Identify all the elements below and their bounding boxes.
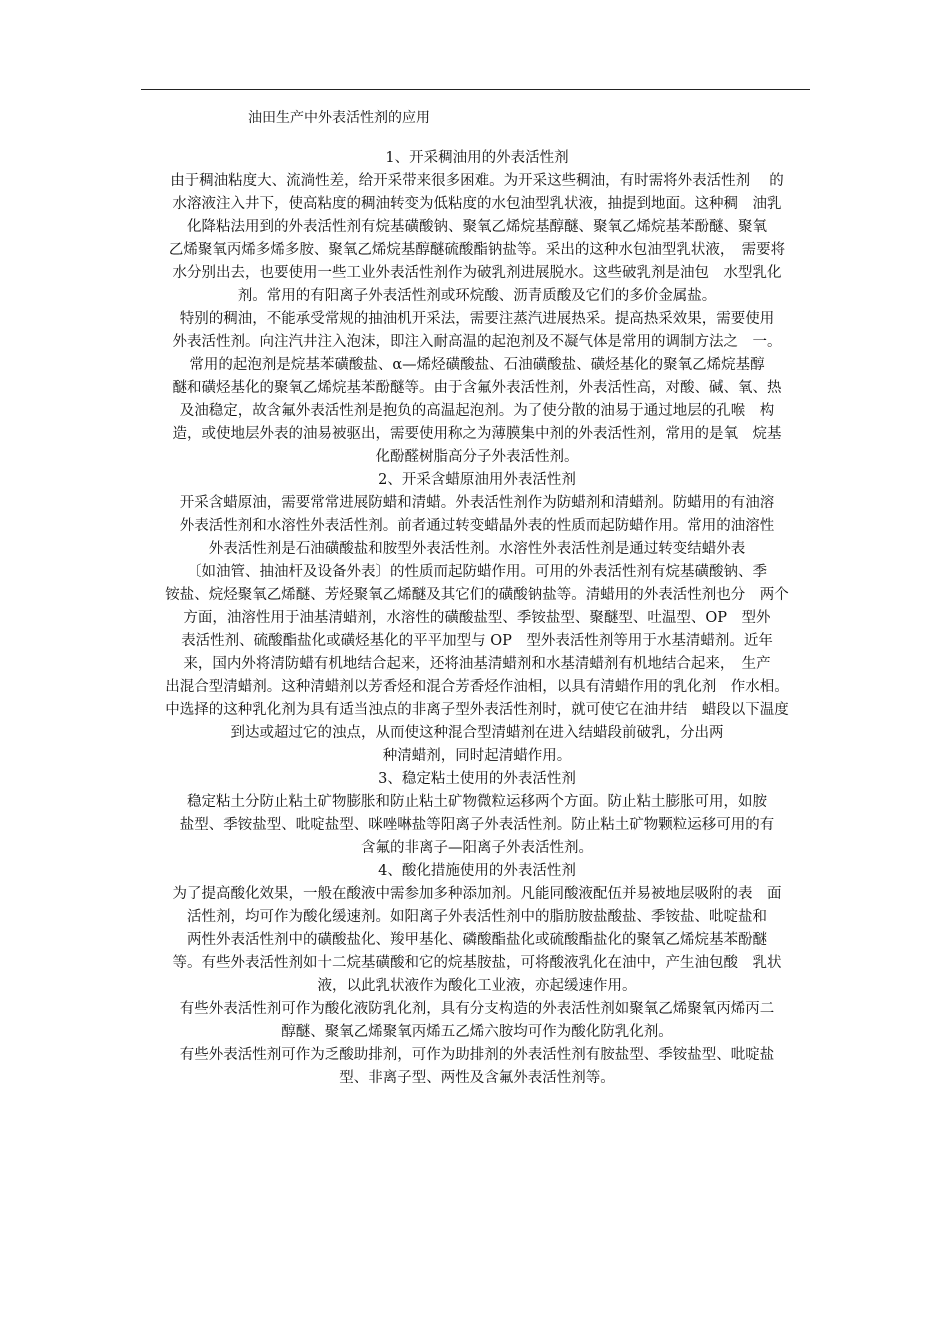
text-line: 造，或使地层外表的油易被驱出，需要使用称之为薄膜集中剂的外表活性剂，常用的是氧 烷基 [172,426,782,442]
text-line: 为了提高酸化效果，一般在酸液中需参加多种添加剂。凡能同酸液配伍并易被地层吸附的表 面 [172,886,782,902]
document-body [141,147,813,1090]
text-line: 种清蜡剂，同时起清蜡作用。 [382,748,572,764]
text-line: 有些外表活性剂可作为乏酸助排剂，可作为助排剂的外表活性剂有胺盐型、季铵盐型、吡啶盐 [179,1047,775,1063]
text-line: 化酚醛树脂高分子外表活性剂。 [375,449,579,465]
text-line: 表活性剂、硫酸酯盐化或磺烃基化的平平加型与 OP 型外表活性剂等用于水基清蜡剂。近年 [181,633,773,649]
text-line: 特别的稠油，不能承受常规的抽油机开采法，需要注蒸汽进展热采。提高热采效果，需要使用 [179,311,775,327]
text-line: 外表活性剂。向注汽井注入泡沫，即注入耐高温的起泡剂及不凝气体是常用的调制方法之 一。 [172,334,782,350]
section-heading: 3、稳定粘土使用的外表活性剂 [378,771,576,787]
text-line: 〔如油管、抽油杆及设备外表〕的性质而起防蜡作用。可用的外表活性剂有烷基磺酸钠、季 [187,564,767,580]
text-line: 型、非离子型、两性及含氟外表活性剂等。 [339,1070,615,1086]
text-line: 到达或超过它的浊点，从而使这种混合型清蜡剂在进入结蜡段前破乳，分出两 [230,725,724,741]
text-line: 水分别出去，也要使用一些工业外表活性剂作为破乳剂进展脱水。这些破乳剂是油包 水型乳化 [172,265,782,281]
section-body [141,492,813,768]
text-line: 中选择的这种乳化剂为具有适当浊点的非离子型外表活性剂时，就可使它在油井结 蜡段以下温度 [165,702,789,718]
text-line: 及油稳定，故含氟外表活性剂是抱负的高温起泡剂。为了使分散的油易于通过地层的孔喉 构 [179,403,775,419]
section-body [141,883,813,1090]
text-line: 化降粘法用到的外表活性剂有烷基磺酸钠、聚氧乙烯烷基醇醚、聚氧乙烯烷基苯酚醚、聚氧 [187,219,767,235]
text-line: 出混合型清蜡剂。这种清蜡剂以芳香烃和混合芳香烃作油相，以具有清蜡作用的乳化剂 作水相。 [165,679,789,695]
text-line: 醇醚、聚氧乙烯聚氧丙烯五乙烯六胺均可作为酸化防乳化剂。 [281,1024,673,1040]
document-title: 油田生产中外表活性剂的应用 [248,110,430,126]
text-line: 铵盐、烷烃聚氧乙烯醚、芳烃聚氧乙烯醚及其它们的磺酸钠盐等。清蜡用的外表活性剂也分 两个 [165,587,789,603]
text-line: 外表活性剂和水溶性外表活性剂。前者通过转变蜡晶外表的性质而起防蜡作用。常用的油溶性 [179,518,775,534]
text-line: 由于稠油粘度大、流淌性差，给开采带来很多困难。为开采这些稠油，有时需将外表活性剂 的 [170,173,784,189]
text-line: 醚和磺烃基化的聚氧乙烯烷基苯酚醚等。由于含氟外表活性剂，外表活性高，对酸、碱、氧、热 [172,380,782,396]
section-body [141,170,813,469]
text-line: 盐型、季铵盐型、吡啶盐型、咪唑啉盐等阳离子外表活性剂。防止粘土矿物颗粒运移可用的有 [179,817,775,833]
text-line: 液，以此乳状液作为酸化工业液，亦起缓速作用。 [317,978,637,994]
text-line: 两性外表活性剂中的磺酸盐化、羧甲基化、磷酸酯盐化或硫酸酯盐化的聚氧乙烯烷基苯酚醚 [187,932,767,948]
text-line: 含氟的非离子—阳离子外表活性剂。 [361,840,593,856]
text-line: 常用的起泡剂是烷基苯磺酸盐、α—烯烃磺酸盐、石油磺酸盐、磺烃基化的聚氧乙烯烷基醇 [189,357,765,373]
text-line: 来，国内外将清防蜡有机地结合起来，还将油基清蜡剂和水基清蜡剂有机地结合起来， 生产 [183,656,771,672]
text-line: 外表活性剂是石油磺酸盐和胺型外表活性剂。水溶性外表活性剂是通过转变结蜡外表 [208,541,746,557]
text-line: 开采含蜡原油，需要常常进展防蜡和清蜡。外表活性剂作为防蜡剂和清蜡剂。防蜡用的有油溶 [179,495,775,511]
text-line: 稳定粘土分防止粘土矿物膨胀和防止粘土矿物微粒运移两个方面。防止粘土膨胀可用，如胺 [187,794,767,810]
header-rule [141,89,810,90]
text-line: 活性剂，均可作为酸化缓速剂。如阳离子外表活性剂中的脂肪胺盐酸盐、季铵盐、吡啶盐和 [187,909,767,925]
text-line: 剂。常用的有阳离子外表活性剂或环烷酸、沥青质酸及它们的多价金属盐。 [237,288,717,304]
section-heading: 1、开采稠油用的外表活性剂 [385,150,569,166]
section-body [141,791,813,860]
text-line: 水溶液注入井下，使高粘度的稠油转变为低粘度的水包油型乳状液，抽提到地面。这种稠 油乳 [172,196,782,212]
section-heading: 2、开采含蜡原油用外表活性剂 [378,472,576,488]
text-line: 乙烯聚氧丙烯多烯多胺、聚氧乙烯烷基醇醚硫酸酯钠盐等。采出的这种水包油型乳状液， 需要将 [168,242,786,258]
section-heading: 4、酸化措施使用的外表活性剂 [378,863,576,879]
text-line: 有些外表活性剂可作为酸化液防乳化剂，具有分支构造的外表活性剂如聚氧乙烯聚氧丙烯丙二 [179,1001,775,1017]
text-line: 等。有些外表活性剂如十二烷基磺酸和它的烷基胺盐，可将酸液乳化在油中，产生油包酸 乳状 [172,955,782,971]
text-line: 方面，油溶性用于油基清蜡剂，水溶性的磺酸盐型、季铵盐型、聚醚型、吐温型、OP 型外 [183,610,771,626]
